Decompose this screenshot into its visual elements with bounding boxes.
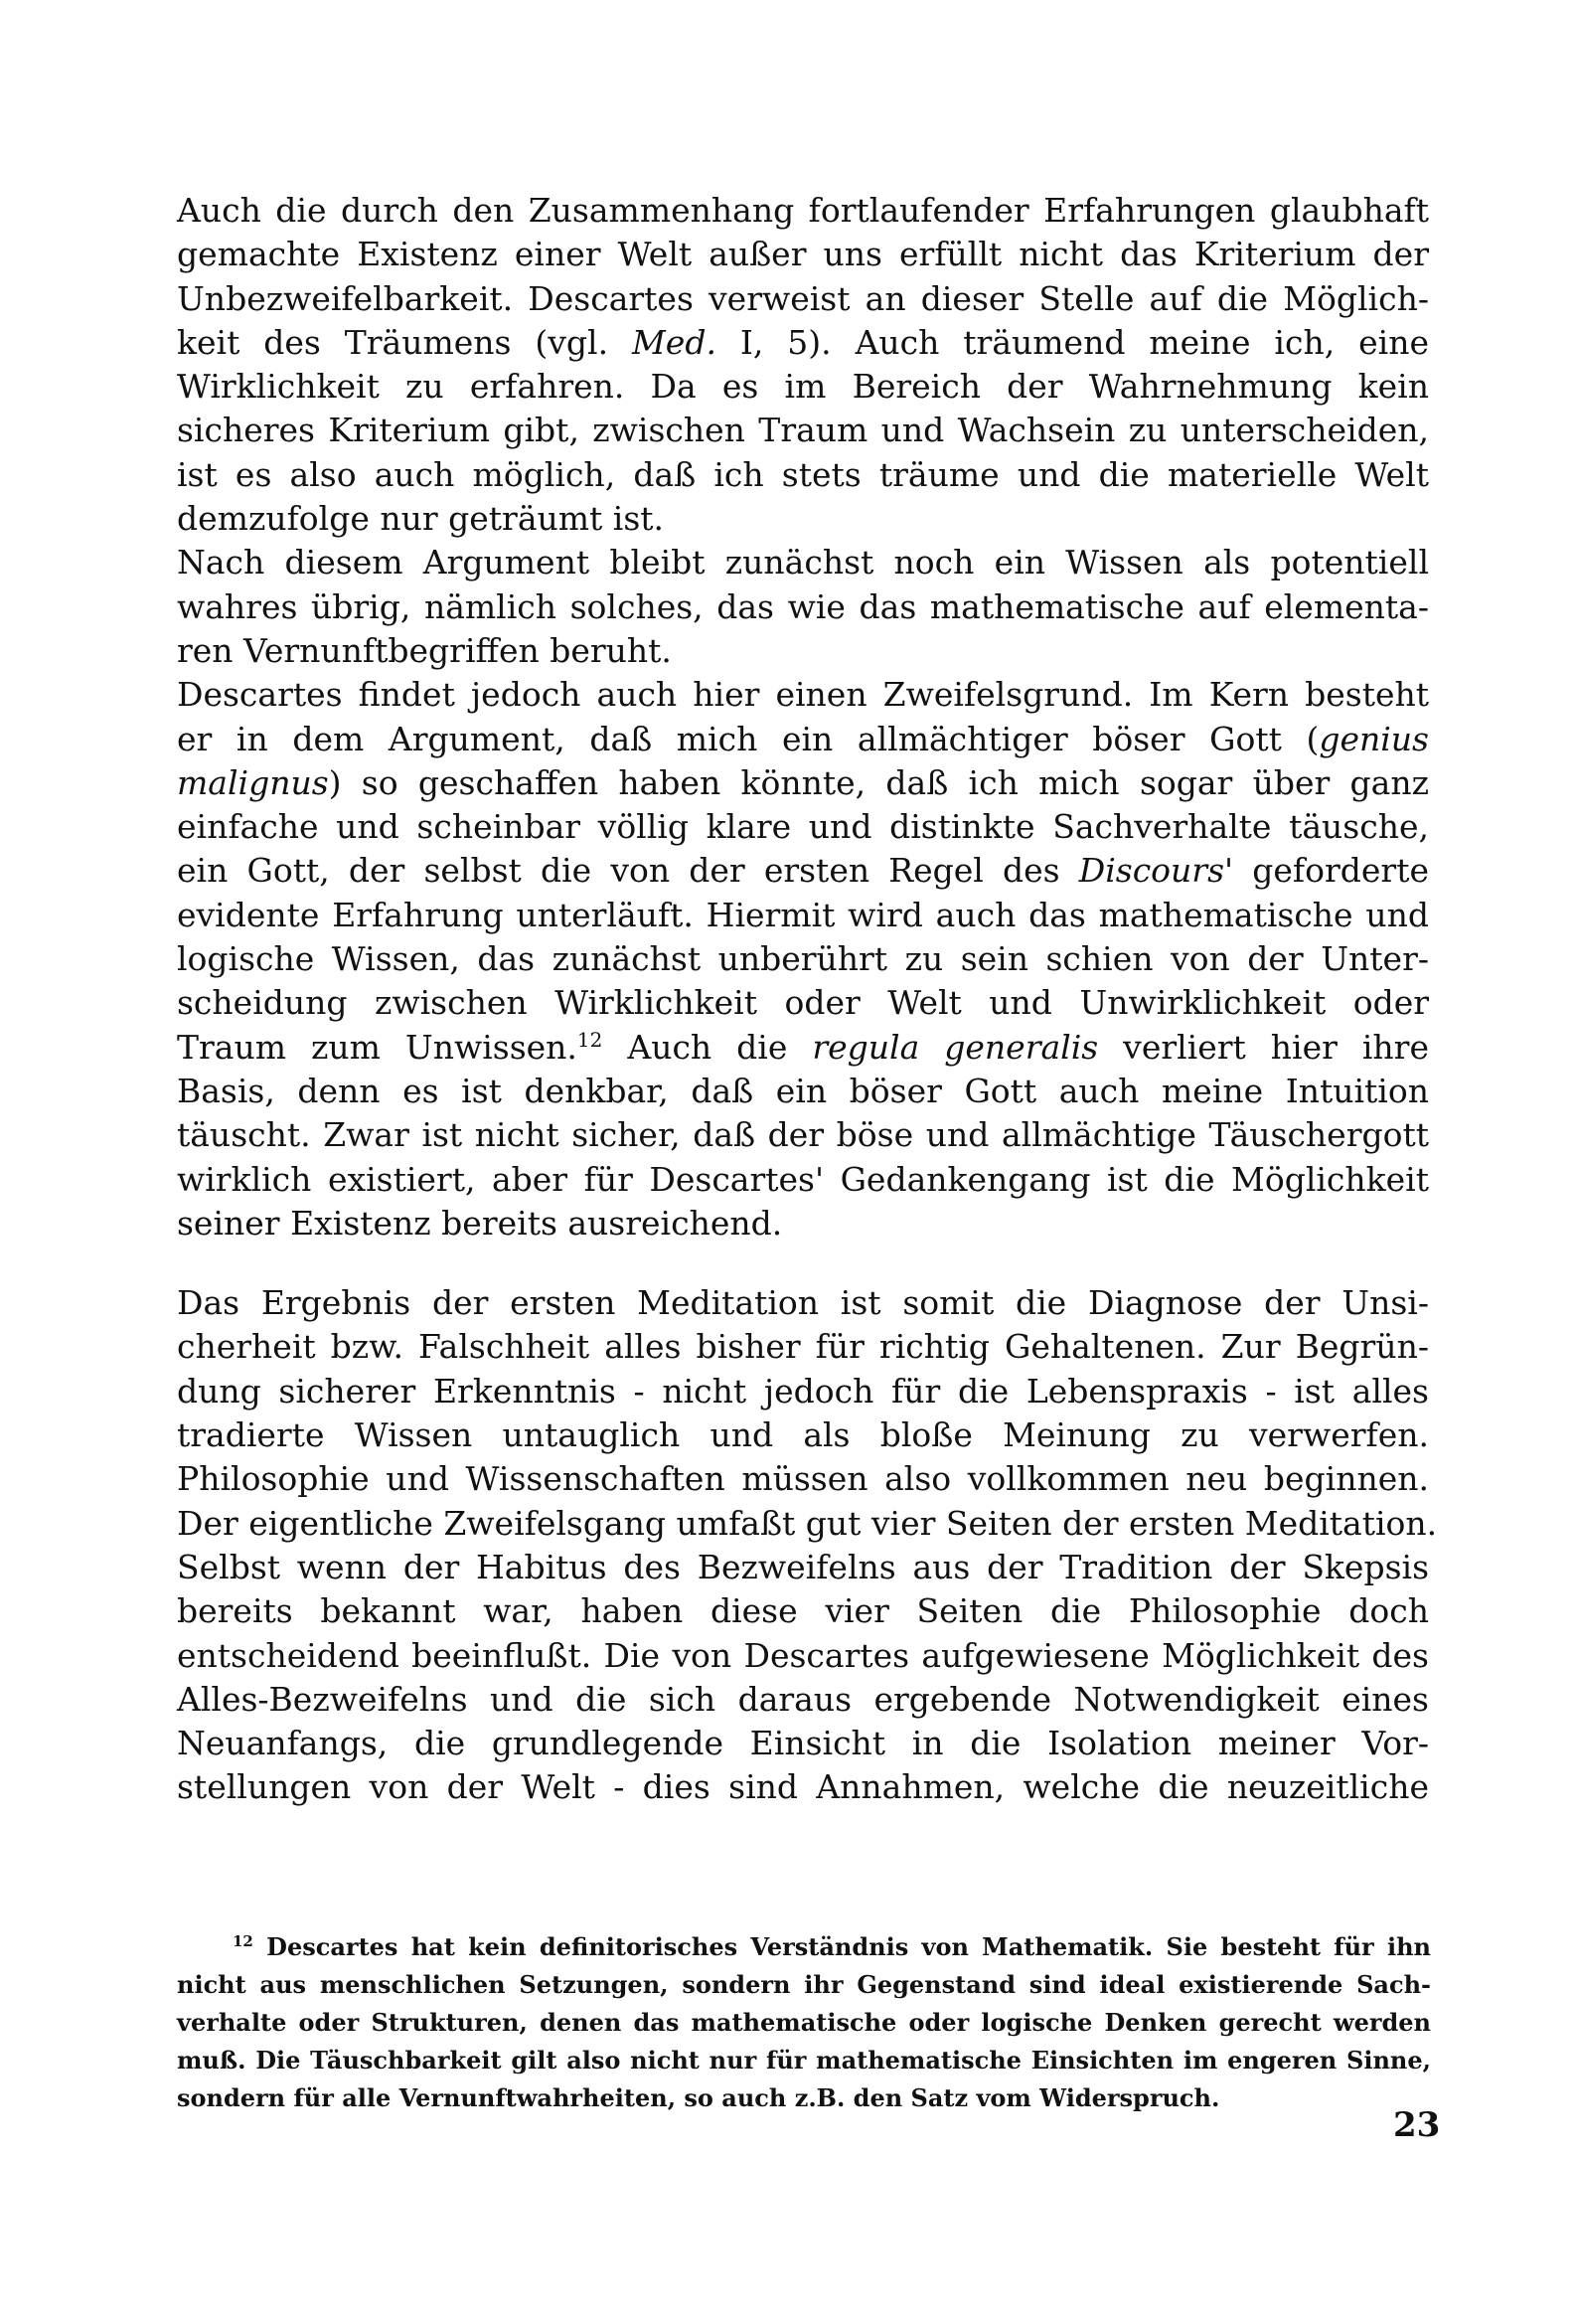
footnote-text: Descartes hat kein definitorisches Verständnis von Mathematik. Sie besteht für ihn <box>266 1932 1431 1961</box>
paragraph-2 <box>177 541 1429 673</box>
text-line: Selbst wenn der Habitus des Bezweifelns aus der Tradition der Skepsis <box>177 1547 1429 1586</box>
text-line: Neuanfangs, die grundlegende Einsicht in die Isolation meiner Vor- <box>177 1724 1429 1763</box>
text-line: einfache und scheinbar völlig klare und distinkte Sachverhalte täusche, <box>177 807 1429 847</box>
footnote-line: nicht aus menschlichen Setzungen, sondern ihr Gegenstand sind ideal existierende Sach- <box>177 1970 1431 1999</box>
footnote-marker: 12 <box>233 1932 253 1950</box>
text-line: ren Vernunftbegriffen beruht. <box>177 630 672 670</box>
text-line: stellungen von der Welt - dies sind Annahmen, welche die neuzeitliche <box>177 1767 1429 1807</box>
paragraph-3 <box>177 673 1429 1245</box>
text-line: demzufolge nur geträumt ist. <box>177 499 665 539</box>
text-line: wahres übrig, nämlich solches, das wie das mathematische auf elementa- <box>177 586 1429 626</box>
footnote-line: verhalte oder Strukturen, denen das mathematische oder logische Denken gerecht werden <box>177 2008 1431 2037</box>
footnote-line: muß. Die Täuschbarkeit gilt also nicht nur für mathematische Einsichten im engeren Sinne, <box>177 2046 1431 2075</box>
text-line: scheidung zwischen Wirklichkeit oder Welt und Unwirklichkeit oder <box>177 983 1429 1023</box>
text-line: ist es also auch möglich, daß ich stets träume und die materielle Welt <box>177 454 1429 494</box>
text-line: täuscht. Zwar ist nicht sicher, daß der böse und allmächtige Täuschergott <box>177 1115 1429 1155</box>
text-line <box>177 1026 1429 1070</box>
text-line <box>177 761 1429 805</box>
text-segment: keit des Träumens (vgl. <box>177 322 609 362</box>
text-line: Philosophie und Wissenschaften müssen also vollkommen neu beginnen. <box>177 1459 1429 1499</box>
text-line: Der eigentliche Zweifelsgang umfaßt gut vier Seiten der ersten Meditation. <box>177 1503 1438 1543</box>
text-segment: verliert hier ihre <box>1123 1027 1429 1067</box>
text-line <box>177 849 1429 893</box>
text-line <box>177 718 1429 761</box>
text-line: Auch die durch den Zusammenhang fortlaufender Erfahrungen glaubhaft <box>177 191 1429 230</box>
text-line: seiner Existenz bereits ausreichend. <box>177 1203 783 1243</box>
text-line: sicheres Kriterium gibt, zwischen Traum und Wachsein zu unterscheiden, <box>177 411 1429 450</box>
italic-title: Discours' <box>1078 851 1234 891</box>
italic-term: genius <box>1319 719 1429 758</box>
footnote-reference: 12 <box>576 1027 603 1052</box>
text-line: evidente Erfahrung unterläuft. Hiermit wird auch das mathematische und <box>177 895 1429 934</box>
text-line: Das Ergebnis der ersten Meditation ist somit die Diagnose der Unsi- <box>177 1283 1429 1323</box>
text-segment: I, 5). Auch träumend meine ich, eine <box>739 322 1429 362</box>
text-line: entscheidend beeinflußt. Die von Descartes aufgewiesene Möglichkeit des <box>177 1635 1429 1675</box>
text-segment: er in dem Argument, daß mich ein allmächtiger böser Gott ( <box>177 719 1320 758</box>
page-number: 23 <box>1393 2105 1441 2145</box>
text-line: Unbezweifelbarkeit. Descartes verweist an dieser Stelle auf die Möglich- <box>177 278 1429 318</box>
text-line <box>177 321 1429 365</box>
text-line: Wirklichkeit zu erfahren. Da es im Bereich der Wahrnehmung kein <box>177 367 1429 407</box>
italic-citation: Med. <box>632 322 716 362</box>
footnote-line <box>177 1928 1431 1966</box>
text-segment: geforderte <box>1252 851 1429 891</box>
text-line: Basis, denn es ist denkbar, daß ein böser Gott auch meine Intuition <box>177 1071 1429 1110</box>
text-line: bereits bekannt war, haben diese vier Seiten die Philosophie doch <box>177 1591 1429 1631</box>
text-line: wirklich existiert, aber für Descartes' Gedankengang ist die Möglichkeit <box>177 1159 1429 1199</box>
text-line: Nach diesem Argument bleibt zunächst noch ein Wissen als potentiell <box>177 543 1429 582</box>
footnote <box>177 1928 1431 2117</box>
paragraph-gap <box>177 1245 1429 1281</box>
text-line: gemachte Existenz einer Welt außer uns erfüllt nicht das Kriterium der <box>177 235 1429 274</box>
italic-term: malignus <box>177 762 329 802</box>
main-text <box>177 189 1438 1810</box>
text-line: cherheit bzw. Falschheit alles bisher für richtig Gehaltenen. Zur Begrün- <box>177 1327 1429 1367</box>
text-segment: Traum zum Unwissen. <box>177 1027 577 1067</box>
text-segment: Auch die <box>602 1027 788 1067</box>
italic-term: regula generalis <box>812 1027 1099 1067</box>
footnote-line: sondern für alle Vernunftwahrheiten, so auch z.B. den Satz vom Widerspruch. <box>177 2083 1220 2112</box>
paragraph-4 <box>177 1281 1438 1810</box>
paragraph-1 <box>177 189 1429 541</box>
text-segment: ein Gott, der selbst die von der ersten Regel des <box>177 851 1060 891</box>
text-line: Alles-Bezweifelns und die sich daraus ergebende Notwendigkeit eines <box>177 1679 1429 1719</box>
text-line: logische Wissen, das zunächst unberührt zu sein schien von der Unter- <box>177 939 1429 979</box>
text-segment: ) so geschaffen haben könnte, daß ich mich sogar über ganz <box>328 762 1429 802</box>
text-line: Descartes findet jedoch auch hier einen Zweifelsgrund. Im Kern besteht <box>177 675 1429 715</box>
text-line: dung sicherer Erkenntnis - nicht jedoch für die Lebenspraxis - ist alles <box>177 1371 1429 1411</box>
text-line: tradierte Wissen untauglich und als bloße Meinung zu verwerfen. <box>177 1415 1429 1455</box>
